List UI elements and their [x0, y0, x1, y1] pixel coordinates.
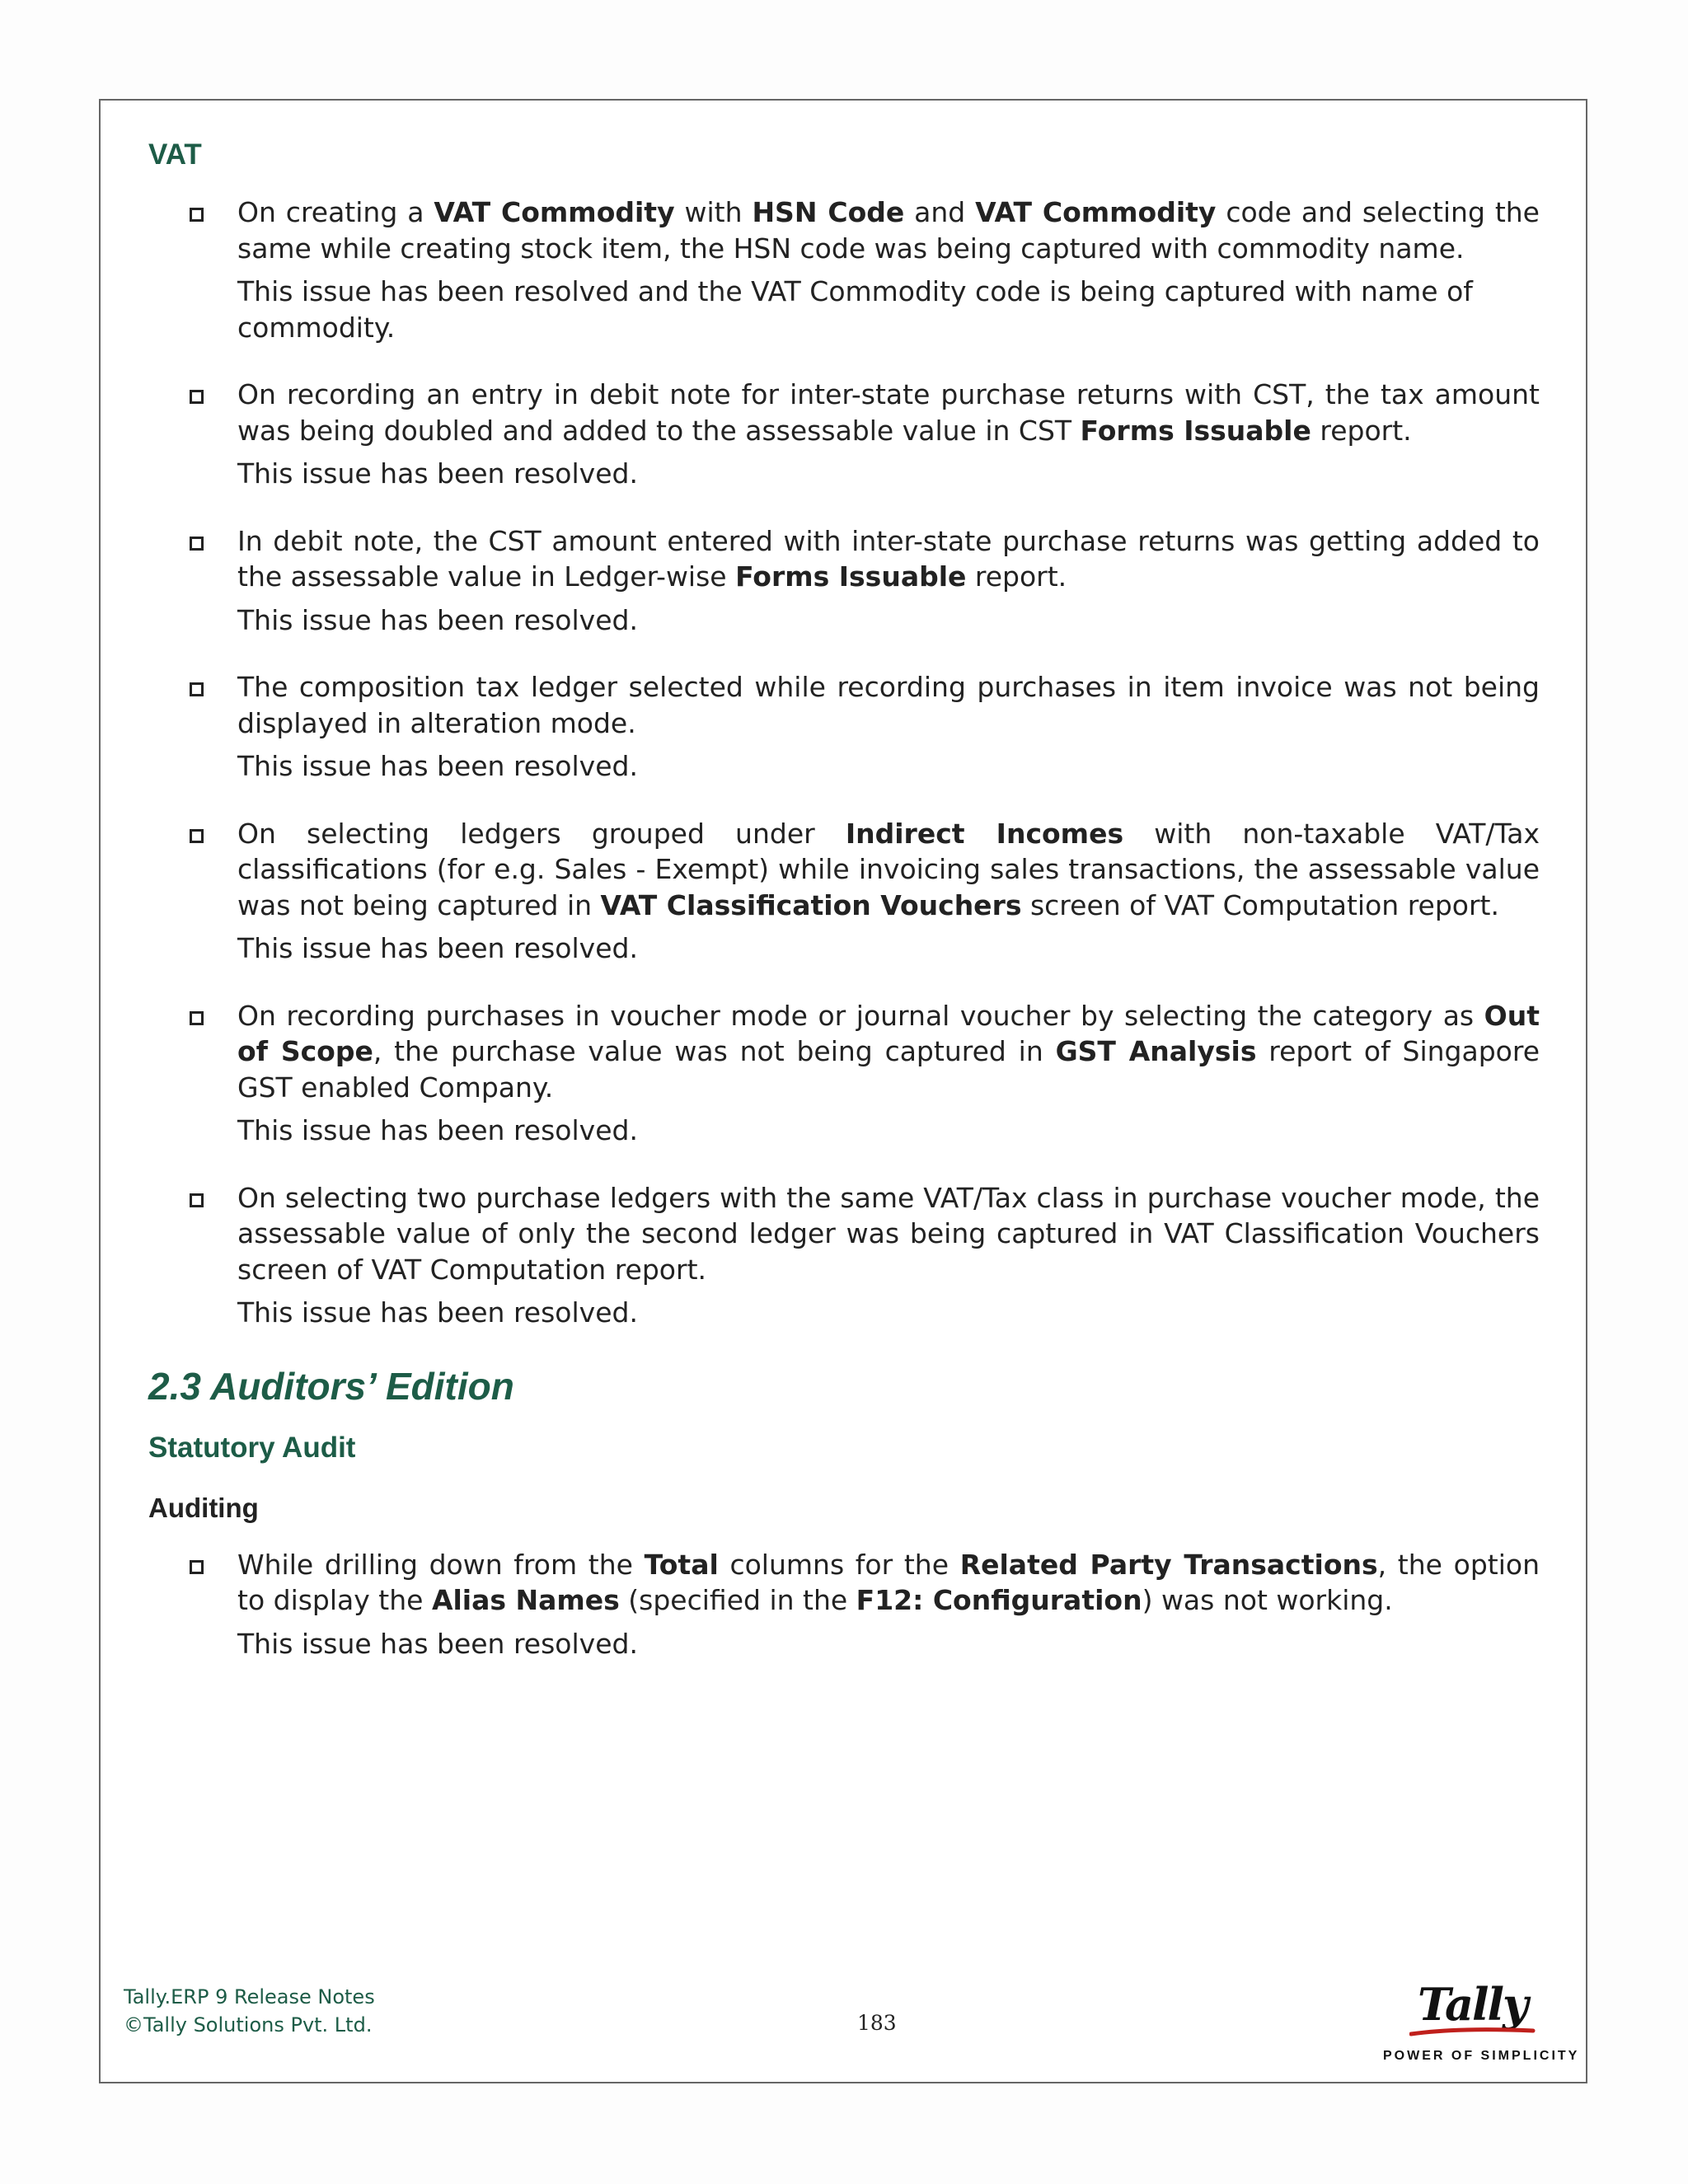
auditing-heading: Auditing	[148, 1492, 259, 1523]
resolution-text: This issue has been resolved.	[237, 1114, 638, 1146]
square-bullet-icon	[190, 1560, 204, 1574]
issue-item	[148, 1180, 1540, 1331]
tally-wordmark: Tally	[1418, 1978, 1527, 2031]
statutory-audit-heading: Statutory Audit	[148, 1431, 356, 1464]
emphasis-text: Forms Issuable	[1080, 414, 1311, 447]
resolution-text: This issue has been resolved.	[237, 457, 638, 490]
footer-doc-title: Tally.ERP 9 Release Notes	[124, 1985, 375, 2008]
body-text: columns for the	[718, 1548, 960, 1581]
square-bullet-icon	[190, 208, 204, 222]
section-heading-auditors-edition: 2.3 Auditors’ Edition	[148, 1364, 514, 1408]
emphasis-text: HSN Code	[752, 196, 905, 228]
square-bullet-icon	[190, 390, 204, 404]
resolution-text: This issue has been resolved.	[237, 750, 638, 782]
issue-description	[237, 1547, 1540, 1619]
issue-description	[237, 194, 1540, 266]
resolution-text: This issue has been resolved.	[237, 1296, 638, 1329]
body-text: with non-taxable VAT/Tax classifications (for e.g. Sales - Exempt) while invoicing sales transactions, the assessable value was not being captured in	[237, 817, 1540, 921]
body-text: report of Singapore GST enabled Company.	[237, 1035, 1540, 1104]
issue-description	[237, 377, 1540, 448]
page-number: 183	[857, 2011, 897, 2035]
body-text: While drilling down from the	[237, 1548, 645, 1581]
footer-copyright: ©Tally Solutions Pvt. Ltd.	[124, 2013, 373, 2036]
square-bullet-icon	[190, 1193, 204, 1207]
issue-description	[237, 1180, 1540, 1288]
issue-description	[237, 669, 1540, 741]
body-text: On recording purchases in voucher mode or journal voucher by selecting the category as	[237, 999, 1484, 1032]
emphasis-text: Indirect Incomes	[845, 817, 1124, 850]
issue-item	[148, 523, 1540, 639]
body-text: screen of VAT Computation report.	[1021, 888, 1499, 921]
issue-item	[148, 194, 1540, 345]
square-bullet-icon	[190, 829, 204, 843]
body-text: code and selecting the same while creating stock item, the HSN code was being captured with commodity name.	[237, 196, 1540, 265]
issue-item	[148, 377, 1540, 492]
square-bullet-icon	[190, 1011, 204, 1025]
body-text: On selecting two purchase ledgers with the same VAT/Tax class in purchase voucher mode, the assessable value of only the second ledger was being captured in VAT Classification Vouchers screen of VAT Computation report.	[237, 1181, 1540, 1286]
issue-item	[148, 1547, 1540, 1662]
body-text: report.	[1311, 414, 1412, 447]
resolution-text: This issue has been resolved and the VAT Commodity code is being captured with name of commodity.	[237, 275, 1473, 344]
audit-issue-list	[148, 1547, 1540, 1662]
body-text: On selecting ledgers grouped under	[237, 817, 846, 850]
vat-issue-list	[148, 194, 1540, 1331]
emphasis-text: Related Party Transactions	[959, 1548, 1378, 1581]
square-bullet-icon	[190, 682, 204, 696]
tally-tagline: POWER OF SIMPLICITY	[1383, 2049, 1580, 2063]
page-content	[148, 138, 1540, 1661]
footer-info	[124, 1983, 375, 2039]
body-text: with	[674, 196, 753, 228]
body-text: In debit note, the CST amount entered with inter-state purchase returns was getting added to the assessable value in Ledger-wise	[237, 524, 1540, 593]
vat-heading: VAT	[148, 138, 202, 171]
logo-swoosh-icon	[1409, 2026, 1541, 2041]
emphasis-text: GST Analysis	[1055, 1035, 1257, 1067]
body-text: The composition tax ledger selected while recording purchases in item invoice was not being displayed in alteration mode.	[237, 671, 1540, 739]
resolution-text: This issue has been resolved.	[237, 1627, 638, 1660]
body-text: ) was not working.	[1142, 1584, 1393, 1616]
emphasis-text: Alias Names	[431, 1584, 620, 1616]
issue-description	[237, 523, 1540, 595]
emphasis-text: Total	[644, 1548, 719, 1581]
body-text: On recording an entry in debit note for inter-state purchase returns with CST, the tax amount was being doubled and added to the assessable value in CST	[237, 378, 1540, 447]
tally-logo	[1376, 1978, 1580, 2069]
resolution-text: This issue has been resolved.	[237, 932, 638, 964]
body-text: (specified in the	[619, 1584, 856, 1616]
body-text: and	[904, 196, 976, 228]
issue-item	[148, 669, 1540, 785]
issue-item	[148, 816, 1540, 967]
emphasis-text: VAT Commodity	[975, 196, 1217, 228]
square-bullet-icon	[190, 537, 204, 551]
emphasis-text: F12: Configuration	[856, 1584, 1142, 1616]
issue-item	[148, 998, 1540, 1149]
emphasis-text: VAT Commodity	[434, 196, 675, 228]
emphasis-text: VAT Classification Vouchers	[600, 888, 1022, 921]
emphasis-text: Forms Issuable	[735, 560, 967, 593]
issue-description	[237, 816, 1540, 924]
resolution-text: This issue has been resolved.	[237, 603, 638, 636]
body-text: , the purchase value was not being captured in	[373, 1035, 1056, 1067]
emphasis-text: Out of Scope	[237, 999, 1540, 1067]
body-text: , the option to display the	[237, 1548, 1540, 1616]
body-text: report.	[966, 560, 1067, 593]
issue-description	[237, 998, 1540, 1106]
body-text: On creating a	[237, 196, 434, 228]
